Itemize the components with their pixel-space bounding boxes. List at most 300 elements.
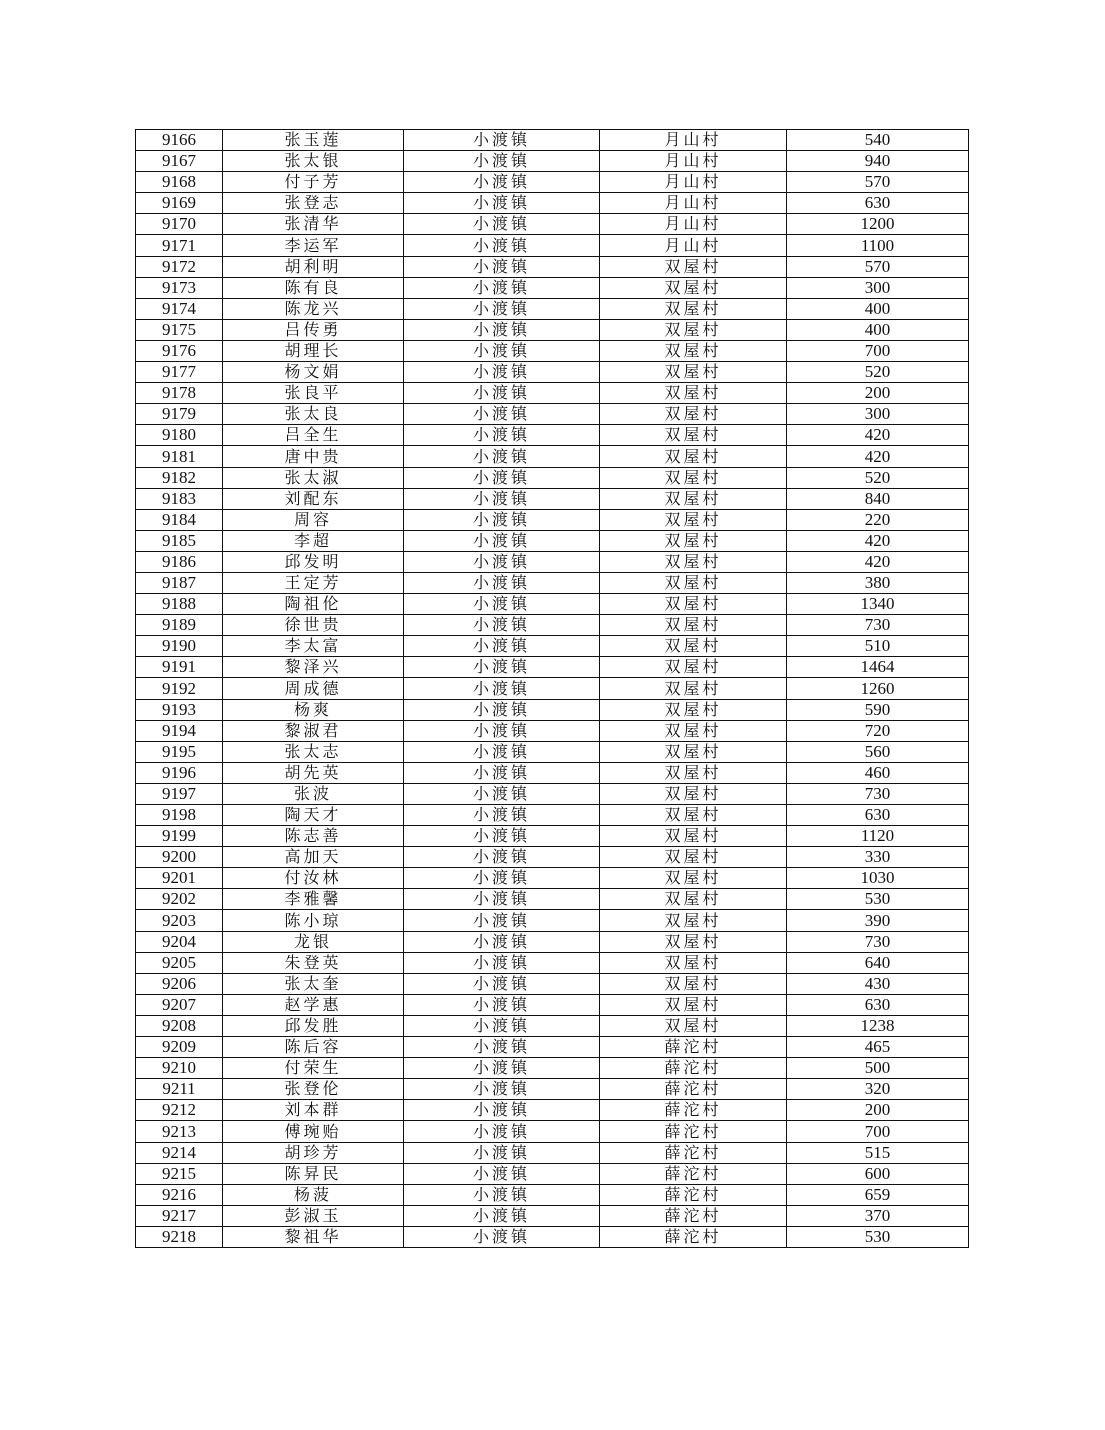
name-cell: 彭淑玉 (223, 1205, 404, 1226)
village-cell: 双屋村 (600, 383, 787, 404)
village-cell: 双屋村 (600, 741, 787, 762)
amount-cell: 420 (787, 551, 969, 572)
town-cell: 小渡镇 (404, 1037, 600, 1058)
id-cell: 9201 (136, 868, 223, 889)
table-row (136, 847, 969, 868)
amount-cell: 720 (787, 720, 969, 741)
name-cell: 黎泽兴 (223, 657, 404, 678)
town-cell: 小渡镇 (404, 172, 600, 193)
id-cell: 9182 (136, 467, 223, 488)
name-cell: 赵学惠 (223, 994, 404, 1015)
town-cell: 小渡镇 (404, 425, 600, 446)
town-cell: 小渡镇 (404, 340, 600, 361)
town-cell: 小渡镇 (404, 699, 600, 720)
table-row (136, 509, 969, 530)
amount-cell: 570 (787, 256, 969, 277)
table-row (136, 973, 969, 994)
id-cell: 9196 (136, 762, 223, 783)
table-row (136, 130, 969, 151)
town-cell: 小渡镇 (404, 594, 600, 615)
village-cell: 薛沱村 (600, 1079, 787, 1100)
amount-cell: 560 (787, 741, 969, 762)
table-row (136, 488, 969, 509)
name-cell: 周容 (223, 509, 404, 530)
id-cell: 9166 (136, 130, 223, 151)
village-cell: 薛沱村 (600, 1184, 787, 1205)
town-cell: 小渡镇 (404, 1226, 600, 1247)
id-cell: 9188 (136, 594, 223, 615)
amount-cell: 570 (787, 172, 969, 193)
table-row (136, 298, 969, 319)
name-cell: 黎淑君 (223, 720, 404, 741)
id-cell: 9186 (136, 551, 223, 572)
village-cell: 双屋村 (600, 467, 787, 488)
name-cell: 张太奎 (223, 973, 404, 994)
name-cell: 周成德 (223, 678, 404, 699)
name-cell: 邱发胜 (223, 1015, 404, 1036)
village-cell: 薛沱村 (600, 1100, 787, 1121)
amount-cell: 320 (787, 1079, 969, 1100)
table-row (136, 1226, 969, 1247)
town-cell: 小渡镇 (404, 1184, 600, 1205)
name-cell: 胡先英 (223, 762, 404, 783)
town-cell: 小渡镇 (404, 1121, 600, 1142)
amount-cell: 1340 (787, 594, 969, 615)
town-cell: 小渡镇 (404, 446, 600, 467)
town-cell: 小渡镇 (404, 298, 600, 319)
table-row (136, 1037, 969, 1058)
town-cell: 小渡镇 (404, 130, 600, 151)
table-row (136, 657, 969, 678)
amount-cell: 420 (787, 446, 969, 467)
village-cell: 双屋村 (600, 425, 787, 446)
village-cell: 双屋村 (600, 488, 787, 509)
id-cell: 9206 (136, 973, 223, 994)
village-cell: 双屋村 (600, 910, 787, 931)
village-cell: 薛沱村 (600, 1121, 787, 1142)
name-cell: 朱登英 (223, 952, 404, 973)
amount-cell: 420 (787, 530, 969, 551)
table-row (136, 1121, 969, 1142)
id-cell: 9218 (136, 1226, 223, 1247)
amount-cell: 730 (787, 783, 969, 804)
village-cell: 双屋村 (600, 594, 787, 615)
name-cell: 吕全生 (223, 425, 404, 446)
id-cell: 9181 (136, 446, 223, 467)
town-cell: 小渡镇 (404, 1100, 600, 1121)
village-cell: 双屋村 (600, 889, 787, 910)
name-cell: 胡利明 (223, 256, 404, 277)
amount-cell: 515 (787, 1142, 969, 1163)
village-cell: 双屋村 (600, 509, 787, 530)
id-cell: 9213 (136, 1121, 223, 1142)
table-row (136, 594, 969, 615)
table-row (136, 277, 969, 298)
id-cell: 9175 (136, 319, 223, 340)
name-cell: 张波 (223, 783, 404, 804)
table-row (136, 383, 969, 404)
id-cell: 9168 (136, 172, 223, 193)
table-row (136, 931, 969, 952)
id-cell: 9207 (136, 994, 223, 1015)
town-cell: 小渡镇 (404, 1163, 600, 1184)
amount-cell: 200 (787, 1100, 969, 1121)
name-cell: 张太银 (223, 151, 404, 172)
town-cell: 小渡镇 (404, 931, 600, 952)
village-cell: 薛沱村 (600, 1037, 787, 1058)
village-cell: 双屋村 (600, 973, 787, 994)
amount-cell: 600 (787, 1163, 969, 1184)
id-cell: 9193 (136, 699, 223, 720)
name-cell: 陈后容 (223, 1037, 404, 1058)
id-cell: 9170 (136, 214, 223, 235)
name-cell: 杨菠 (223, 1184, 404, 1205)
name-cell: 李超 (223, 530, 404, 551)
village-cell: 双屋村 (600, 319, 787, 340)
table-row (136, 889, 969, 910)
table-row (136, 615, 969, 636)
id-cell: 9191 (136, 657, 223, 678)
amount-cell: 370 (787, 1205, 969, 1226)
id-cell: 9214 (136, 1142, 223, 1163)
id-cell: 9208 (136, 1015, 223, 1036)
town-cell: 小渡镇 (404, 657, 600, 678)
town-cell: 小渡镇 (404, 805, 600, 826)
village-cell: 双屋村 (600, 298, 787, 319)
town-cell: 小渡镇 (404, 530, 600, 551)
table-row (136, 952, 969, 973)
amount-cell: 520 (787, 362, 969, 383)
name-cell: 陈龙兴 (223, 298, 404, 319)
amount-cell: 430 (787, 973, 969, 994)
amount-cell: 200 (787, 383, 969, 404)
town-cell: 小渡镇 (404, 277, 600, 298)
amount-cell: 1238 (787, 1015, 969, 1036)
village-cell: 双屋村 (600, 868, 787, 889)
id-cell: 9190 (136, 636, 223, 657)
id-cell: 9179 (136, 404, 223, 425)
town-cell: 小渡镇 (404, 1015, 600, 1036)
table-row (136, 235, 969, 256)
town-cell: 小渡镇 (404, 235, 600, 256)
village-cell: 双屋村 (600, 572, 787, 593)
id-cell: 9180 (136, 425, 223, 446)
table-row (136, 530, 969, 551)
table-row (136, 214, 969, 235)
village-cell: 双屋村 (600, 636, 787, 657)
amount-cell: 540 (787, 130, 969, 151)
amount-cell: 590 (787, 699, 969, 720)
name-cell: 吕传勇 (223, 319, 404, 340)
village-cell: 双屋村 (600, 657, 787, 678)
table-row (136, 151, 969, 172)
town-cell: 小渡镇 (404, 636, 600, 657)
town-cell: 小渡镇 (404, 678, 600, 699)
amount-cell: 420 (787, 425, 969, 446)
name-cell: 胡理长 (223, 340, 404, 361)
table-row (136, 910, 969, 931)
amount-cell: 630 (787, 805, 969, 826)
name-cell: 张玉莲 (223, 130, 404, 151)
town-cell: 小渡镇 (404, 214, 600, 235)
name-cell: 陈昇民 (223, 1163, 404, 1184)
town-cell: 小渡镇 (404, 488, 600, 509)
amount-cell: 1200 (787, 214, 969, 235)
id-cell: 9178 (136, 383, 223, 404)
id-cell: 9197 (136, 783, 223, 804)
amount-cell: 530 (787, 889, 969, 910)
name-cell: 唐中贵 (223, 446, 404, 467)
amount-cell: 465 (787, 1037, 969, 1058)
id-cell: 9189 (136, 615, 223, 636)
village-cell: 双屋村 (600, 362, 787, 383)
town-cell: 小渡镇 (404, 889, 600, 910)
id-cell: 9184 (136, 509, 223, 530)
table-body (136, 130, 969, 1248)
town-cell: 小渡镇 (404, 151, 600, 172)
village-cell: 薛沱村 (600, 1163, 787, 1184)
table-row (136, 319, 969, 340)
village-cell: 双屋村 (600, 678, 787, 699)
village-cell: 双屋村 (600, 551, 787, 572)
id-cell: 9176 (136, 340, 223, 361)
name-cell: 陈志善 (223, 826, 404, 847)
name-cell: 张太淑 (223, 467, 404, 488)
village-cell: 双屋村 (600, 805, 787, 826)
town-cell: 小渡镇 (404, 404, 600, 425)
table-row (136, 868, 969, 889)
id-cell: 9171 (136, 235, 223, 256)
table-row (136, 1079, 969, 1100)
id-cell: 9209 (136, 1037, 223, 1058)
table-row (136, 1163, 969, 1184)
subsidy-table (135, 129, 969, 1248)
name-cell: 陈小琼 (223, 910, 404, 931)
town-cell: 小渡镇 (404, 868, 600, 889)
town-cell: 小渡镇 (404, 952, 600, 973)
amount-cell: 640 (787, 952, 969, 973)
table-row (136, 1100, 969, 1121)
village-cell: 双屋村 (600, 615, 787, 636)
town-cell: 小渡镇 (404, 1142, 600, 1163)
name-cell: 刘本群 (223, 1100, 404, 1121)
village-cell: 双屋村 (600, 446, 787, 467)
name-cell: 张登志 (223, 193, 404, 214)
town-cell: 小渡镇 (404, 572, 600, 593)
amount-cell: 510 (787, 636, 969, 657)
table-row (136, 783, 969, 804)
id-cell: 9205 (136, 952, 223, 973)
town-cell: 小渡镇 (404, 467, 600, 488)
name-cell: 龙银 (223, 931, 404, 952)
village-cell: 双屋村 (600, 404, 787, 425)
id-cell: 9216 (136, 1184, 223, 1205)
id-cell: 9217 (136, 1205, 223, 1226)
town-cell: 小渡镇 (404, 256, 600, 277)
id-cell: 9172 (136, 256, 223, 277)
name-cell: 张太志 (223, 741, 404, 762)
id-cell: 9204 (136, 931, 223, 952)
id-cell: 9183 (136, 488, 223, 509)
village-cell: 月山村 (600, 235, 787, 256)
village-cell: 双屋村 (600, 952, 787, 973)
town-cell: 小渡镇 (404, 826, 600, 847)
table-row (136, 551, 969, 572)
table-row (136, 193, 969, 214)
table-row (136, 425, 969, 446)
amount-cell: 300 (787, 277, 969, 298)
table-row (136, 340, 969, 361)
village-cell: 双屋村 (600, 256, 787, 277)
village-cell: 双屋村 (600, 699, 787, 720)
id-cell: 9187 (136, 572, 223, 593)
id-cell: 9210 (136, 1058, 223, 1079)
id-cell: 9211 (136, 1079, 223, 1100)
amount-cell: 1260 (787, 678, 969, 699)
name-cell: 张良平 (223, 383, 404, 404)
table-row (136, 572, 969, 593)
village-cell: 薛沱村 (600, 1205, 787, 1226)
id-cell: 9203 (136, 910, 223, 931)
village-cell: 双屋村 (600, 720, 787, 741)
table-row (136, 172, 969, 193)
town-cell: 小渡镇 (404, 193, 600, 214)
town-cell: 小渡镇 (404, 1205, 600, 1226)
amount-cell: 1464 (787, 657, 969, 678)
name-cell: 杨爽 (223, 699, 404, 720)
name-cell: 黎祖华 (223, 1226, 404, 1247)
town-cell: 小渡镇 (404, 551, 600, 572)
name-cell: 张太良 (223, 404, 404, 425)
table-row (136, 446, 969, 467)
amount-cell: 520 (787, 467, 969, 488)
amount-cell: 700 (787, 340, 969, 361)
village-cell: 薛沱村 (600, 1058, 787, 1079)
table-row (136, 720, 969, 741)
amount-cell: 380 (787, 572, 969, 593)
village-cell: 月山村 (600, 151, 787, 172)
village-cell: 月山村 (600, 214, 787, 235)
table-row (136, 678, 969, 699)
amount-cell: 659 (787, 1184, 969, 1205)
id-cell: 9192 (136, 678, 223, 699)
id-cell: 9185 (136, 530, 223, 551)
town-cell: 小渡镇 (404, 319, 600, 340)
town-cell: 小渡镇 (404, 1058, 600, 1079)
town-cell: 小渡镇 (404, 762, 600, 783)
table-row (136, 1058, 969, 1079)
name-cell: 付汝林 (223, 868, 404, 889)
table-row (136, 362, 969, 383)
town-cell: 小渡镇 (404, 509, 600, 530)
town-cell: 小渡镇 (404, 783, 600, 804)
id-cell: 9194 (136, 720, 223, 741)
name-cell: 李雅馨 (223, 889, 404, 910)
table-row (136, 404, 969, 425)
amount-cell: 400 (787, 298, 969, 319)
name-cell: 陈有良 (223, 277, 404, 298)
name-cell: 张登伦 (223, 1079, 404, 1100)
table-row (136, 826, 969, 847)
town-cell: 小渡镇 (404, 720, 600, 741)
village-cell: 双屋村 (600, 762, 787, 783)
name-cell: 杨文娟 (223, 362, 404, 383)
amount-cell: 940 (787, 151, 969, 172)
amount-cell: 1030 (787, 868, 969, 889)
table-row (136, 1015, 969, 1036)
name-cell: 陶祖伦 (223, 594, 404, 615)
village-cell: 双屋村 (600, 530, 787, 551)
table-row (136, 741, 969, 762)
town-cell: 小渡镇 (404, 362, 600, 383)
town-cell: 小渡镇 (404, 847, 600, 868)
table-row (136, 805, 969, 826)
village-cell: 双屋村 (600, 826, 787, 847)
amount-cell: 1120 (787, 826, 969, 847)
amount-cell: 840 (787, 488, 969, 509)
amount-cell: 1100 (787, 235, 969, 256)
id-cell: 9200 (136, 847, 223, 868)
name-cell: 张清华 (223, 214, 404, 235)
amount-cell: 330 (787, 847, 969, 868)
name-cell: 刘配东 (223, 488, 404, 509)
name-cell: 王定芳 (223, 572, 404, 593)
table-row (136, 1205, 969, 1226)
village-cell: 月山村 (600, 193, 787, 214)
amount-cell: 730 (787, 931, 969, 952)
id-cell: 9212 (136, 1100, 223, 1121)
amount-cell: 220 (787, 509, 969, 530)
name-cell: 胡珍芳 (223, 1142, 404, 1163)
table-row (136, 256, 969, 277)
id-cell: 9167 (136, 151, 223, 172)
id-cell: 9174 (136, 298, 223, 319)
amount-cell: 700 (787, 1121, 969, 1142)
town-cell: 小渡镇 (404, 1079, 600, 1100)
id-cell: 9202 (136, 889, 223, 910)
village-cell: 双屋村 (600, 847, 787, 868)
name-cell: 高加天 (223, 847, 404, 868)
amount-cell: 460 (787, 762, 969, 783)
id-cell: 9173 (136, 277, 223, 298)
id-cell: 9198 (136, 805, 223, 826)
village-cell: 双屋村 (600, 1015, 787, 1036)
table-row (136, 699, 969, 720)
village-cell: 月山村 (600, 172, 787, 193)
table-row (136, 762, 969, 783)
name-cell: 傅琬贻 (223, 1121, 404, 1142)
table-row (136, 636, 969, 657)
amount-cell: 390 (787, 910, 969, 931)
village-cell: 双屋村 (600, 783, 787, 804)
town-cell: 小渡镇 (404, 973, 600, 994)
amount-cell: 630 (787, 193, 969, 214)
name-cell: 李太富 (223, 636, 404, 657)
village-cell: 薛沱村 (600, 1142, 787, 1163)
village-cell: 月山村 (600, 130, 787, 151)
table-row (136, 1142, 969, 1163)
amount-cell: 400 (787, 319, 969, 340)
town-cell: 小渡镇 (404, 615, 600, 636)
id-cell: 9195 (136, 741, 223, 762)
table-row (136, 467, 969, 488)
amount-cell: 530 (787, 1226, 969, 1247)
village-cell: 薛沱村 (600, 1226, 787, 1247)
id-cell: 9215 (136, 1163, 223, 1184)
town-cell: 小渡镇 (404, 910, 600, 931)
table-row (136, 994, 969, 1015)
town-cell: 小渡镇 (404, 994, 600, 1015)
